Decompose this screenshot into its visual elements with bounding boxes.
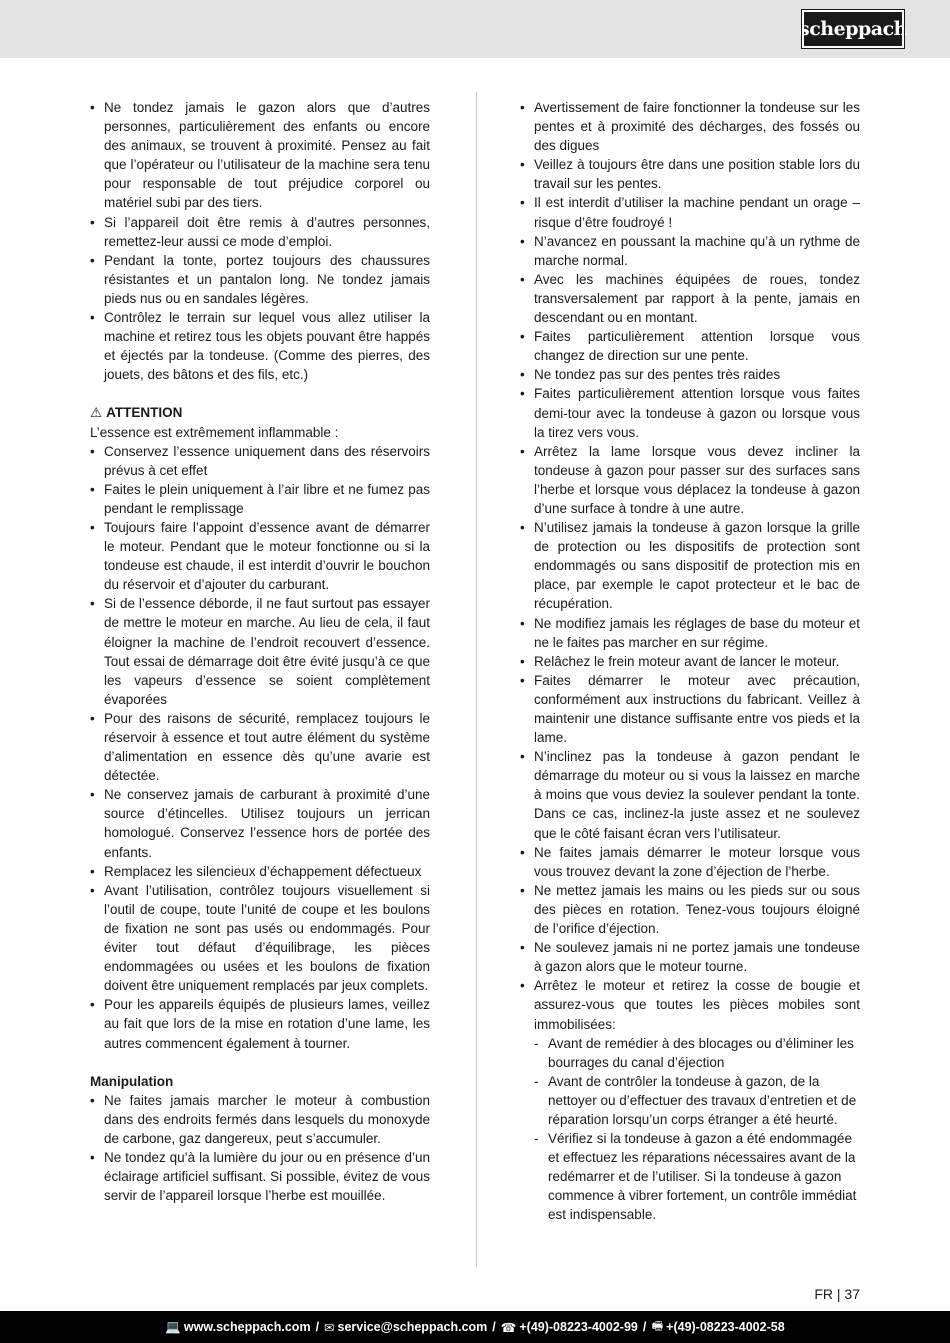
left-column (90, 98, 430, 1205)
manipulation-list (90, 1091, 430, 1206)
list-item: • Ne conservez jamais de carburant à proximité d’une source d’étincelles. Utilisez toujours un jerrican homologué. Conservez l’essence hors de portée des enfants. (90, 785, 430, 861)
footer-fax: +(49)-08223-4002-58 (666, 1320, 785, 1334)
list-item: • Pour les appareils équipés de plusieurs lames, veillez au fait que lors de la mise en rotation d’une lame, les autres commencent également à tourner. (90, 995, 430, 1052)
header-band (0, 0, 950, 58)
sub-list-item: - Avant de remédier à des blocages ou d’éliminer les bourrages du canal d’éjection (534, 1034, 860, 1072)
list-item: • N’avancez en poussant la machine qu’à un rythme de marche normal. (520, 232, 860, 270)
list-item: • Pour des raisons de sécurité, remplacez toujours le réservoir à essence et tout autre élément du système d’alimentation en essence dès qu’une avarie est détectée. (90, 709, 430, 785)
list-item: • Faites particulièrement attention lorsque vous faites demi-tour avec la tondeuse à gazon ou lorsque vous la tirez vers vous. (520, 384, 860, 441)
attention-list (90, 442, 430, 1053)
intro-list (90, 98, 430, 384)
list-item: • Arrêtez la lame lorsque vous devez incliner la tondeuse à gazon pour passer sur des surfaces sans l’herbe et lorsque vous déplacez la tondeuse à gazon d’une surface à tondre à une autre. (520, 442, 860, 518)
list-item-text: • Arrêtez le moteur et retirez la cosse de bougie et assurez-vous que toutes les pièces mobiles sont immobilisées: (534, 978, 860, 1032)
list-item: • Contrôlez le terrain sur lequel vous allez utiliser la machine et retirez tous les objets pouvant être happés et éjectés par la tondeuse. (Comme des pierres, des jouets, des bâtons et des fils, etc.) (90, 308, 430, 384)
sub-list (534, 1034, 860, 1225)
list-item: • Faites le plein uniquement à l’air libre et ne fumez pas pendant le remplissage (90, 480, 430, 518)
list-item: • Si de l’essence déborde, il ne faut surtout pas essayer de mettre le moteur en marche. Au lieu de cela, il faut éloigner la machine de l’endroit recouvert d’essence. Tout essai de démarrage doit être évité jusqu’à ce que les vapeurs d’essence se soient complètement évaporées (90, 594, 430, 709)
right-column (520, 98, 860, 1225)
brand-logo: scheppach (802, 10, 904, 48)
list-item: • Toujours faire l’appoint d’essence avant de démarrer le moteur. Pendant que le moteur fonctionne ou si la tondeuse est chaude, il est interdit d’ouvrir le bouchon du réservoir et d’ajouter du carburant. (90, 518, 430, 594)
slope-safety-list (520, 98, 860, 1225)
list-item: • Ne tondez qu’à la lumière du jour ou en présence d’un éclairage artificiel suffisant. Si possible, évitez de vous servir de l’appareil lorsque l’herbe est mouillée. (90, 1148, 430, 1205)
list-item: • Il est interdit d’utiliser la machine pendant un orage – risque d’être foudroyé ! (520, 193, 860, 231)
attention-heading-text: ATTENTION (106, 405, 183, 421)
list-item: • Si l’appareil doit être remis à d’autres personnes, remettez-leur aussi ce mode d’emploi. (90, 213, 430, 251)
sub-list-item: - Avant de contrôler la tondeuse à gazon, de la nettoyer ou d’effectuer des travaux d’entretien et de réparation lorsqu’un corps étranger a été heurté. (534, 1072, 860, 1129)
list-item: • Veillez à toujours être dans une position stable lors du travail sur les pentes. (520, 155, 860, 193)
list-item: • Remplacez les silencieux d’échappement défectueux (90, 862, 430, 881)
footer-phone: +(49)-08223-4002-99 (519, 1320, 638, 1334)
list-item: • N’utilisez jamais la tondeuse à gazon lorsque la grille de protection ou les dispositifs de protection sont endommagés ou sans dispositif de protection mis en place, par exemple le capot protecteur et le bac de récupération. (520, 518, 860, 613)
list-item: • Ne modifiez jamais les réglages de base du moteur et ne le faites pas marcher en sur régime. (520, 614, 860, 652)
list-item: • Conservez l’essence uniquement dans des réservoirs prévus à cet effet (90, 442, 430, 480)
list-item: • Pendant la tonte, portez toujours des chaussures résistantes et un pantalon long. Ne tondez jamais pieds nus ou en sandales légères. (90, 251, 430, 308)
list-item: • Relâchez le frein moteur avant de lancer le moteur. (520, 652, 860, 671)
list-item: • Ne mettez jamais les mains ou les pieds sur ou sous des pièces en rotation. Tenez-vous toujours éloigné de l’orifice d’éjection. (520, 881, 860, 938)
list-item: • Avec les machines équipées de roues, tondez transversalement par rapport à la pente, jamais en descendant ou en montant. (520, 270, 860, 327)
envelope-icon: ✉ (324, 1320, 335, 1335)
list-item: • Ne soulevez jamais ni ne portez jamais une tondeuse à gazon alors que le moteur tourne. (520, 938, 860, 976)
warning-triangle-icon: ⚠ (90, 405, 103, 421)
fax-icon: 🖷 (651, 1318, 664, 1333)
column-divider (476, 92, 477, 1267)
footer-email[interactable]: service@scheppach.com (337, 1320, 488, 1334)
list-item-with-subitems (520, 976, 860, 1224)
list-item: • Ne tondez jamais le gazon alors que d’autres personnes, particulièrement des enfants ou encore des animaux, se trouvent à proximité. Pensez au fait que l’opérateur ou l’utilisateur de la machine sera tenu pour responsable de tout préjudice corporel ou matériel subi par des tiers. (90, 98, 430, 213)
list-item: • N’inclinez pas la tondeuse à gazon pendant le démarrage du moteur ou si vous la laissez en marche à moins que vous deviez la soulever pendant la tonte. Dans ce cas, inclinez-la juste assez et ne soulevez que le côté faisant écran vers l’utilisateur. (520, 747, 860, 842)
footer-website[interactable]: www.scheppach.com (183, 1320, 311, 1334)
computer-icon: 💻 (165, 1319, 181, 1334)
footer-bar (0, 1311, 950, 1343)
list-item: • Ne tondez pas sur des pentes très raides (520, 365, 860, 384)
list-item: • Avertissement de faire fonctionner la tondeuse sur les pentes et à proximité des décharges, des fossés ou des digues (520, 98, 860, 155)
footer-separator: / (492, 1320, 496, 1334)
manipulation-heading: Manipulation (90, 1073, 174, 1089)
list-item: • Faites démarrer le moteur avec précaution, conformément aux instructions du fabricant. Veillez à maintenir une distance suffisante entre vos pieds et la lame. (520, 671, 860, 747)
telephone-icon: ☎ (500, 1320, 517, 1335)
attention-heading (90, 403, 430, 422)
footer-separator: / (315, 1320, 320, 1334)
list-item: • Ne faites jamais démarrer le moteur lorsque vous vous trouvez devant la zone d’éjection de l’herbe. (520, 843, 860, 881)
sub-list-item: - Vérifiez si la tondeuse à gazon a été endommagée et effectuez les réparations nécessaires avant de la redémarrer et de l’utiliser. Si la tondeuse à gazon commence à vibrer fortement, un contrôle immédiat est indispensable. (534, 1129, 860, 1224)
list-item: • Avant l’utilisation, contrôlez toujours visuellement si l’outil de coupe, toute l’unité de coupe et les boulons de fixation ne sont pas usés ou endommagés. Pour éviter tout défaut d’équilibrage, les pièces endommagées ou usées et les boulons de fixation doivent être uniquement remplacés par jeux complets. (90, 881, 430, 996)
list-item: • Ne faites jamais marcher le moteur à combustion dans des endroits fermés dans lesquels du monoxyde de carbone, gaz dangereux, peut s’accumuler. (90, 1091, 430, 1148)
attention-intro: L’essence est extrêmement inflammable : (90, 424, 339, 440)
list-item: • Faites particulièrement attention lorsque vous changez de direction sur une pente. (520, 327, 860, 365)
footer-separator: / (642, 1320, 647, 1334)
page-number: FR | 37 (814, 1286, 860, 1302)
